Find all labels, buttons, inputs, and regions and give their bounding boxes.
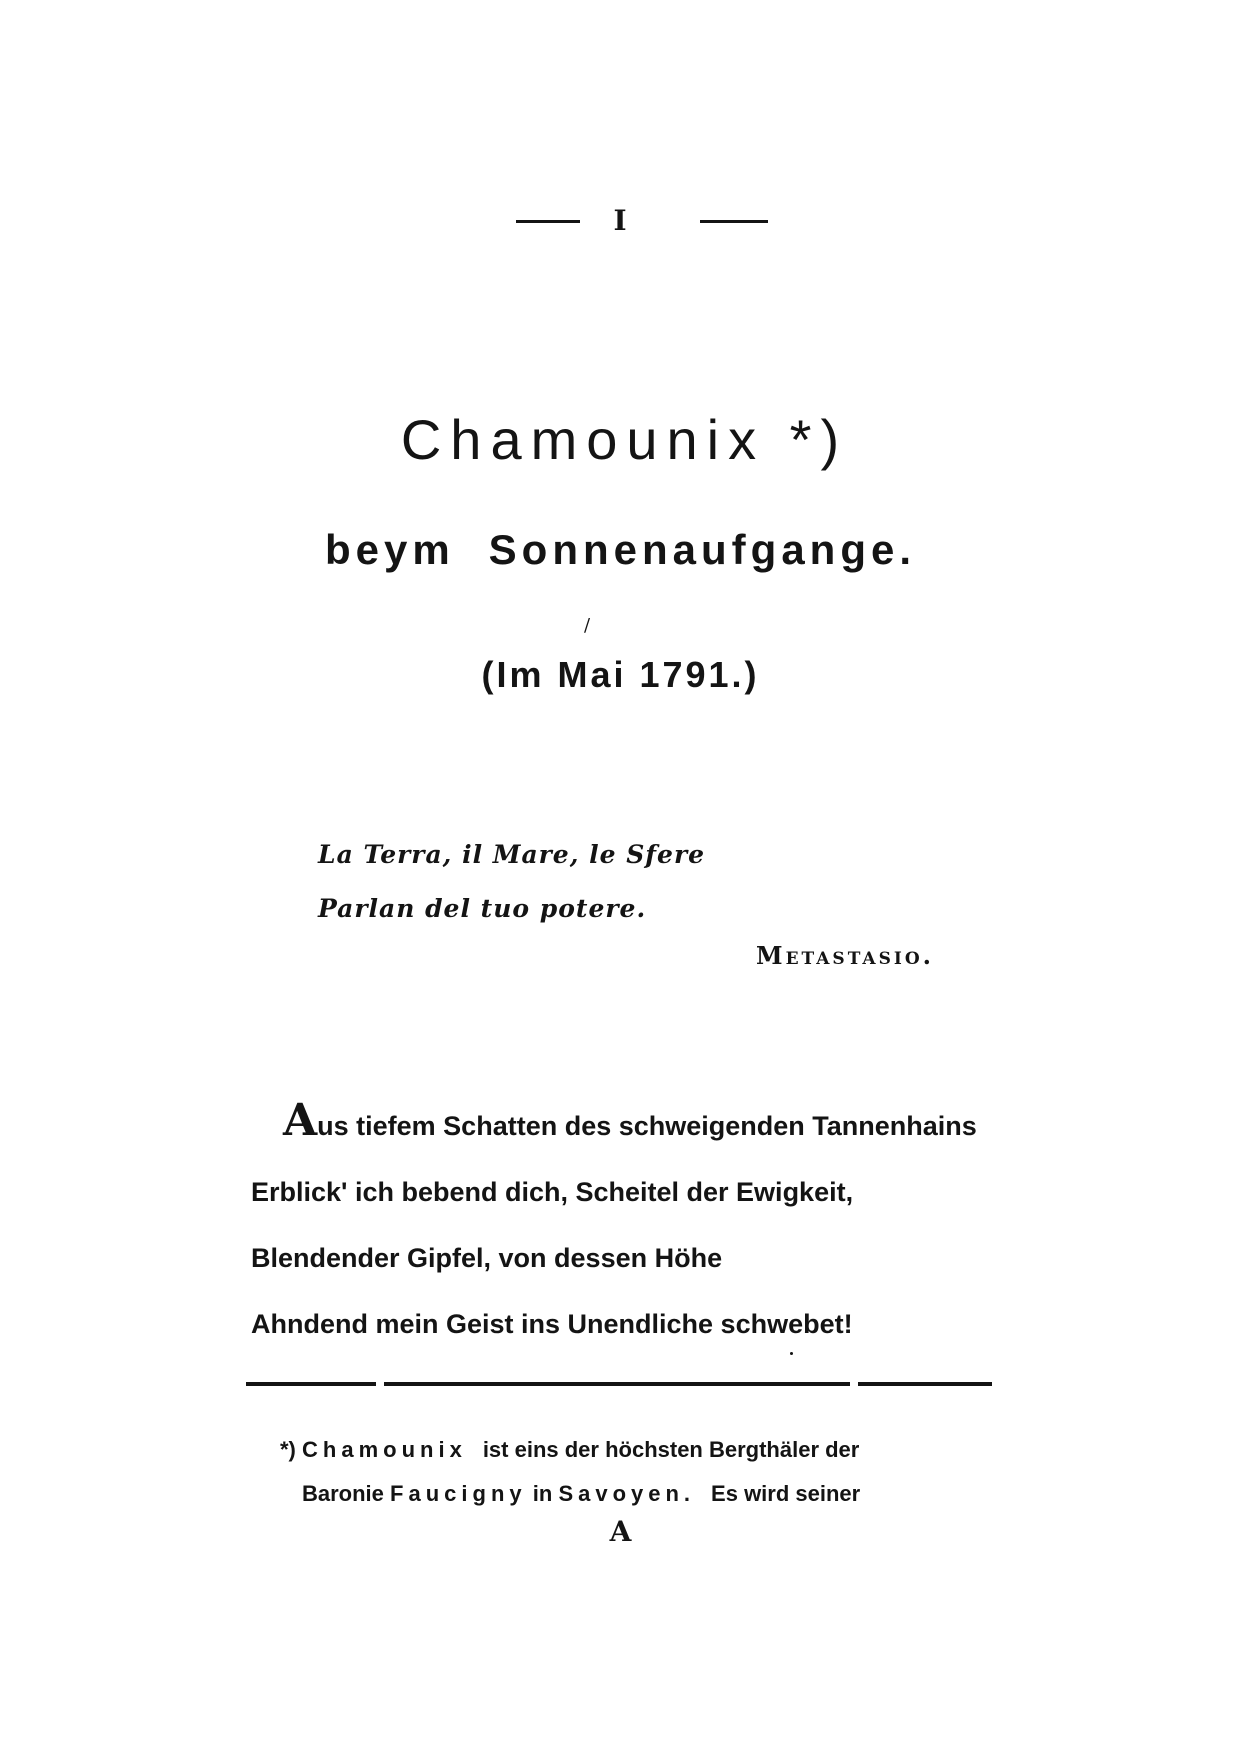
- poem-line-1: [251, 1093, 1011, 1159]
- poem-line-2: Erblick' ich bebend dich, Scheitel der Ewigkeit,: [251, 1177, 854, 1207]
- footnote-rule: [246, 1382, 992, 1386]
- footnote-rule-gap-1: [376, 1380, 384, 1388]
- footnote-spaced-word-2: Faucigny: [390, 1481, 527, 1506]
- footnote-line-2-mid: in: [532, 1481, 553, 1506]
- header-dash-right: [700, 220, 768, 223]
- poem-line-3: Blendender Gipfel, von dessen Höhe: [251, 1243, 723, 1273]
- subtitle-word-2: Sonnenaufgange.: [488, 526, 917, 573]
- stray-mark: /: [584, 615, 591, 636]
- stray-dot: [790, 1352, 793, 1355]
- footnote-spaced-word-1: Chamounix: [302, 1437, 467, 1462]
- poem-line-4: Ahndend mein Geist ins Unendliche schwebet!: [251, 1309, 853, 1339]
- page-number: I: [613, 204, 627, 237]
- header-dash-left: [516, 220, 580, 223]
- drop-initial: A: [283, 1095, 318, 1146]
- poem-subtitle: [0, 522, 1241, 578]
- footnote: [280, 1428, 1000, 1516]
- subtitle-word-1: beym: [324, 526, 455, 573]
- epigraph-line-1: La Terra, il Mare, le Sfere: [318, 840, 706, 869]
- page-header: [0, 204, 1241, 237]
- poem-stanza: [251, 1093, 1011, 1357]
- poem-line-1-text: us tiefem Schatten des schweigenden Tannenhains: [317, 1111, 977, 1141]
- footnote-line-1: [280, 1428, 1000, 1472]
- epigraph-line-2: Parlan del tuo potere.: [318, 894, 647, 923]
- poem-date: (Im Mai 1791.): [481, 654, 760, 695]
- footnote-line-1-text: ist eins der höchsten Bergthäler der: [482, 1437, 860, 1462]
- signature-mark: A: [609, 1515, 632, 1548]
- footnote-rule-gap-2: [850, 1380, 858, 1388]
- footnote-line-2-start: Baronie: [302, 1481, 384, 1506]
- poem-title: Chamounix *): [400, 408, 849, 471]
- footnote-line-2: [280, 1472, 1000, 1516]
- footnote-line-2-end: Es wird seiner: [711, 1481, 861, 1506]
- epigraph: [318, 828, 705, 936]
- footnote-marker: *): [280, 1437, 296, 1462]
- epigraph-author: Metastasio.: [756, 941, 935, 970]
- footnote-spaced-word-3: Savoyen.: [558, 1481, 696, 1506]
